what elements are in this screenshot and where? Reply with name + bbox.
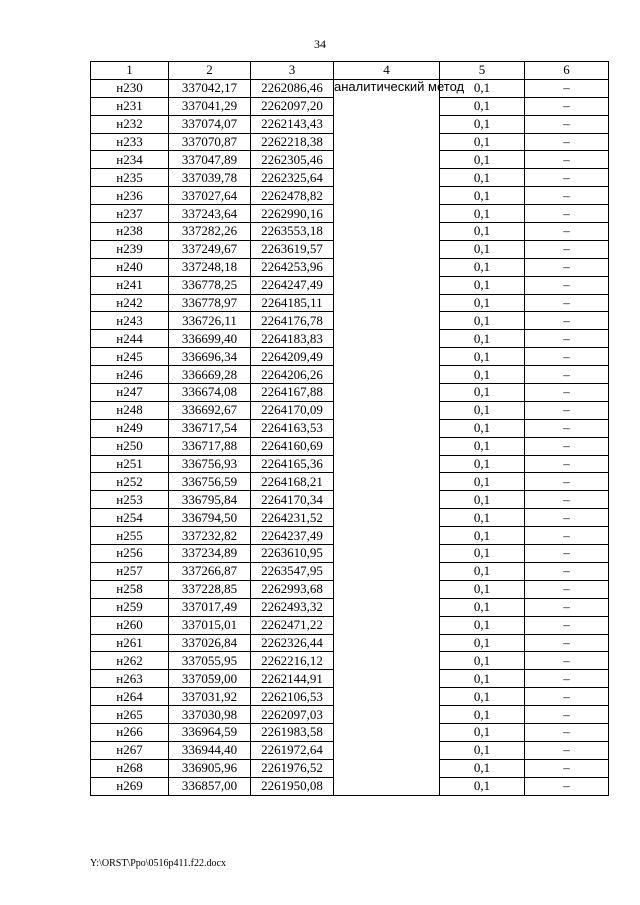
accuracy-cell: 0,1 (440, 97, 525, 115)
y-coordinate-cell: 2263547,95 (251, 562, 334, 580)
accuracy-cell: 0,1 (440, 777, 525, 795)
point-id-cell: н243 (91, 312, 169, 330)
x-coordinate-cell: 337266,87 (169, 562, 251, 580)
point-id-cell: н268 (91, 759, 169, 777)
note-cell: – (525, 652, 609, 670)
accuracy-cell: 0,1 (440, 294, 525, 312)
y-coordinate-cell: 2262097,03 (251, 706, 334, 724)
accuracy-cell: 0,1 (440, 634, 525, 652)
accuracy-cell: 0,1 (440, 723, 525, 741)
point-id-cell: н236 (91, 187, 169, 205)
note-cell: – (525, 205, 609, 223)
y-coordinate-cell: 2264206,26 (251, 366, 334, 384)
x-coordinate-cell: 337055,95 (169, 652, 251, 670)
y-coordinate-cell: 2264237,49 (251, 527, 334, 545)
note-cell: – (525, 258, 609, 276)
point-id-cell: н232 (91, 115, 169, 133)
y-coordinate-cell: 2264170,34 (251, 491, 334, 509)
note-cell: – (525, 527, 609, 545)
accuracy-cell: 0,1 (440, 133, 525, 151)
x-coordinate-cell: 337059,00 (169, 670, 251, 688)
y-coordinate-cell: 2262143,43 (251, 115, 334, 133)
note-cell: – (525, 294, 609, 312)
point-id-cell: н263 (91, 670, 169, 688)
y-coordinate-cell: 2262216,12 (251, 652, 334, 670)
header-cell-4: 4 (334, 62, 440, 80)
header-cell-6: 6 (525, 62, 609, 80)
accuracy-cell: 0,1 (440, 258, 525, 276)
y-coordinate-cell: 2262993,68 (251, 580, 334, 598)
accuracy-cell: 0,1 (440, 205, 525, 223)
note-cell: – (525, 759, 609, 777)
note-cell: – (525, 133, 609, 151)
accuracy-cell: 0,1 (440, 473, 525, 491)
x-coordinate-cell: 337015,01 (169, 616, 251, 634)
x-coordinate-cell: 336726,11 (169, 312, 251, 330)
note-cell: – (525, 419, 609, 437)
x-coordinate-cell: 336717,88 (169, 437, 251, 455)
x-coordinate-cell: 336944,40 (169, 741, 251, 759)
y-coordinate-cell: 2262326,44 (251, 634, 334, 652)
table-row (91, 79, 609, 97)
y-coordinate-cell: 2262478,82 (251, 187, 334, 205)
point-id-cell: н266 (91, 723, 169, 741)
accuracy-cell: 0,1 (440, 491, 525, 509)
accuracy-cell: 0,1 (440, 419, 525, 437)
accuracy-cell: 0,1 (440, 330, 525, 348)
accuracy-cell: 0,1 (440, 169, 525, 187)
x-coordinate-cell: 336696,34 (169, 348, 251, 366)
x-coordinate-cell: 337027,64 (169, 187, 251, 205)
accuracy-cell: 0,1 (440, 366, 525, 384)
note-cell: – (525, 670, 609, 688)
note-cell: – (525, 688, 609, 706)
y-coordinate-cell: 2261983,58 (251, 723, 334, 741)
point-id-cell: н259 (91, 598, 169, 616)
accuracy-cell: 0,1 (440, 384, 525, 402)
note-cell: – (525, 115, 609, 133)
accuracy-cell: 0,1 (440, 616, 525, 634)
table-body (91, 79, 609, 795)
y-coordinate-cell: 2264253,96 (251, 258, 334, 276)
page-number: 34 (314, 37, 326, 51)
accuracy-cell: 0,1 (440, 401, 525, 419)
note-cell: – (525, 240, 609, 258)
x-coordinate-cell: 337248,18 (169, 258, 251, 276)
y-coordinate-cell: 2261976,52 (251, 759, 334, 777)
y-coordinate-cell: 2264183,83 (251, 330, 334, 348)
note-cell: – (525, 187, 609, 205)
note-cell: – (525, 276, 609, 294)
y-coordinate-cell: 2262325,64 (251, 169, 334, 187)
point-id-cell: н244 (91, 330, 169, 348)
point-id-cell: н250 (91, 437, 169, 455)
point-id-cell: н269 (91, 777, 169, 795)
accuracy-cell: 0,1 (440, 562, 525, 580)
x-coordinate-cell: 337041,29 (169, 97, 251, 115)
note-cell: – (525, 169, 609, 187)
x-coordinate-cell: 337074,07 (169, 115, 251, 133)
note-cell: – (525, 509, 609, 527)
x-coordinate-cell: 336794,50 (169, 509, 251, 527)
x-coordinate-cell: 336674,08 (169, 384, 251, 402)
accuracy-cell: 0,1 (440, 240, 525, 258)
x-coordinate-cell: 337042,17 (169, 79, 251, 97)
accuracy-cell: 0,1 (440, 115, 525, 133)
x-coordinate-cell: 336669,28 (169, 366, 251, 384)
x-coordinate-cell: 336699,40 (169, 330, 251, 348)
y-coordinate-cell: 2264165,36 (251, 455, 334, 473)
point-id-cell: н257 (91, 562, 169, 580)
x-coordinate-cell: 337030,98 (169, 706, 251, 724)
x-coordinate-cell: 336964,59 (169, 723, 251, 741)
coordinates-table (90, 61, 609, 796)
note-cell: – (525, 580, 609, 598)
note-cell: – (525, 79, 609, 97)
point-id-cell: н249 (91, 419, 169, 437)
note-cell: – (525, 491, 609, 509)
point-id-cell: н248 (91, 401, 169, 419)
accuracy-cell: 0,1 (440, 652, 525, 670)
accuracy-cell: 0,1 (440, 79, 525, 97)
accuracy-cell: 0,1 (440, 455, 525, 473)
y-coordinate-cell: 2262471,22 (251, 616, 334, 634)
y-coordinate-cell: 2262144,91 (251, 670, 334, 688)
y-coordinate-cell: 2262493,32 (251, 598, 334, 616)
x-coordinate-cell: 337026,84 (169, 634, 251, 652)
y-coordinate-cell: 2261972,64 (251, 741, 334, 759)
note-cell: – (525, 401, 609, 419)
point-id-cell: н258 (91, 580, 169, 598)
y-coordinate-cell: 2262218,38 (251, 133, 334, 151)
point-id-cell: н255 (91, 527, 169, 545)
point-id-cell: н237 (91, 205, 169, 223)
accuracy-cell: 0,1 (440, 187, 525, 205)
point-id-cell: н267 (91, 741, 169, 759)
x-coordinate-cell: 336756,93 (169, 455, 251, 473)
y-coordinate-cell: 2262990,16 (251, 205, 334, 223)
y-coordinate-cell: 2262086,46 (251, 79, 334, 97)
y-coordinate-cell: 2264170,09 (251, 401, 334, 419)
y-coordinate-cell: 2264209,49 (251, 348, 334, 366)
y-coordinate-cell: 2262305,46 (251, 151, 334, 169)
x-coordinate-cell: 336795,84 (169, 491, 251, 509)
point-id-cell: н265 (91, 706, 169, 724)
accuracy-cell: 0,1 (440, 741, 525, 759)
accuracy-cell: 0,1 (440, 509, 525, 527)
point-id-cell: н260 (91, 616, 169, 634)
point-id-cell: н233 (91, 133, 169, 151)
accuracy-cell: 0,1 (440, 759, 525, 777)
accuracy-cell: 0,1 (440, 437, 525, 455)
point-id-cell: н247 (91, 384, 169, 402)
accuracy-cell: 0,1 (440, 312, 525, 330)
accuracy-cell: 0,1 (440, 580, 525, 598)
x-coordinate-cell: 337070,87 (169, 133, 251, 151)
point-id-cell: н238 (91, 223, 169, 241)
method-cell: аналитический метод (334, 79, 440, 795)
point-id-cell: н262 (91, 652, 169, 670)
accuracy-cell: 0,1 (440, 348, 525, 366)
note-cell: – (525, 741, 609, 759)
y-coordinate-cell: 2261950,08 (251, 777, 334, 795)
note-cell: – (525, 723, 609, 741)
point-id-cell: н256 (91, 545, 169, 563)
accuracy-cell: 0,1 (440, 706, 525, 724)
x-coordinate-cell: 337031,92 (169, 688, 251, 706)
x-coordinate-cell: 337017,49 (169, 598, 251, 616)
note-cell: – (525, 562, 609, 580)
header-cell-3: 3 (251, 62, 334, 80)
accuracy-cell: 0,1 (440, 670, 525, 688)
y-coordinate-cell: 2263619,57 (251, 240, 334, 258)
note-cell: – (525, 97, 609, 115)
table-header-row (91, 62, 609, 80)
note-cell: – (525, 777, 609, 795)
accuracy-cell: 0,1 (440, 545, 525, 563)
note-cell: – (525, 634, 609, 652)
point-id-cell: н239 (91, 240, 169, 258)
y-coordinate-cell: 2264185,11 (251, 294, 334, 312)
point-id-cell: н241 (91, 276, 169, 294)
x-coordinate-cell: 336756,59 (169, 473, 251, 491)
y-coordinate-cell: 2264167,88 (251, 384, 334, 402)
x-coordinate-cell: 336905,96 (169, 759, 251, 777)
y-coordinate-cell: 2264160,69 (251, 437, 334, 455)
point-id-cell: н235 (91, 169, 169, 187)
point-id-cell: н252 (91, 473, 169, 491)
note-cell: – (525, 455, 609, 473)
point-id-cell: н253 (91, 491, 169, 509)
accuracy-cell: 0,1 (440, 688, 525, 706)
y-coordinate-cell: 2264247,49 (251, 276, 334, 294)
note-cell: – (525, 706, 609, 724)
x-coordinate-cell: 336857,00 (169, 777, 251, 795)
y-coordinate-cell: 2264176,78 (251, 312, 334, 330)
y-coordinate-cell: 2264168,21 (251, 473, 334, 491)
note-cell: – (525, 348, 609, 366)
note-cell: – (525, 312, 609, 330)
y-coordinate-cell: 2264231,52 (251, 509, 334, 527)
point-id-cell: н242 (91, 294, 169, 312)
note-cell: – (525, 473, 609, 491)
header-cell-1: 1 (91, 62, 169, 80)
x-coordinate-cell: 337243,64 (169, 205, 251, 223)
point-id-cell: н234 (91, 151, 169, 169)
point-id-cell: н261 (91, 634, 169, 652)
accuracy-cell: 0,1 (440, 223, 525, 241)
x-coordinate-cell: 336692,67 (169, 401, 251, 419)
x-coordinate-cell: 337282,26 (169, 223, 251, 241)
point-id-cell: н231 (91, 97, 169, 115)
note-cell: – (525, 598, 609, 616)
y-coordinate-cell: 2263553,18 (251, 223, 334, 241)
y-coordinate-cell: 2264163,53 (251, 419, 334, 437)
y-coordinate-cell: 2263610,95 (251, 545, 334, 563)
x-coordinate-cell: 337249,67 (169, 240, 251, 258)
header-cell-5: 5 (440, 62, 525, 80)
point-id-cell: н245 (91, 348, 169, 366)
x-coordinate-cell: 336717,54 (169, 419, 251, 437)
accuracy-cell: 0,1 (440, 527, 525, 545)
x-coordinate-cell: 336778,25 (169, 276, 251, 294)
note-cell: – (525, 437, 609, 455)
note-cell: – (525, 545, 609, 563)
x-coordinate-cell: 337228,85 (169, 580, 251, 598)
accuracy-cell: 0,1 (440, 598, 525, 616)
x-coordinate-cell: 336778,97 (169, 294, 251, 312)
accuracy-cell: 0,1 (440, 276, 525, 294)
note-cell: – (525, 384, 609, 402)
point-id-cell: н264 (91, 688, 169, 706)
point-id-cell: н254 (91, 509, 169, 527)
note-cell: – (525, 223, 609, 241)
footer-file-path: Y:\ORST\Ppo\0516p411.f22.docx (90, 858, 226, 869)
x-coordinate-cell: 337234,89 (169, 545, 251, 563)
note-cell: – (525, 330, 609, 348)
y-coordinate-cell: 2262106,53 (251, 688, 334, 706)
point-id-cell: н251 (91, 455, 169, 473)
note-cell: – (525, 151, 609, 169)
note-cell: – (525, 366, 609, 384)
accuracy-cell: 0,1 (440, 151, 525, 169)
point-id-cell: н246 (91, 366, 169, 384)
x-coordinate-cell: 337039,78 (169, 169, 251, 187)
header-cell-2: 2 (169, 62, 251, 80)
y-coordinate-cell: 2262097,20 (251, 97, 334, 115)
point-id-cell: н240 (91, 258, 169, 276)
note-cell: – (525, 616, 609, 634)
point-id-cell: н230 (91, 79, 169, 97)
x-coordinate-cell: 337047,89 (169, 151, 251, 169)
x-coordinate-cell: 337232,82 (169, 527, 251, 545)
